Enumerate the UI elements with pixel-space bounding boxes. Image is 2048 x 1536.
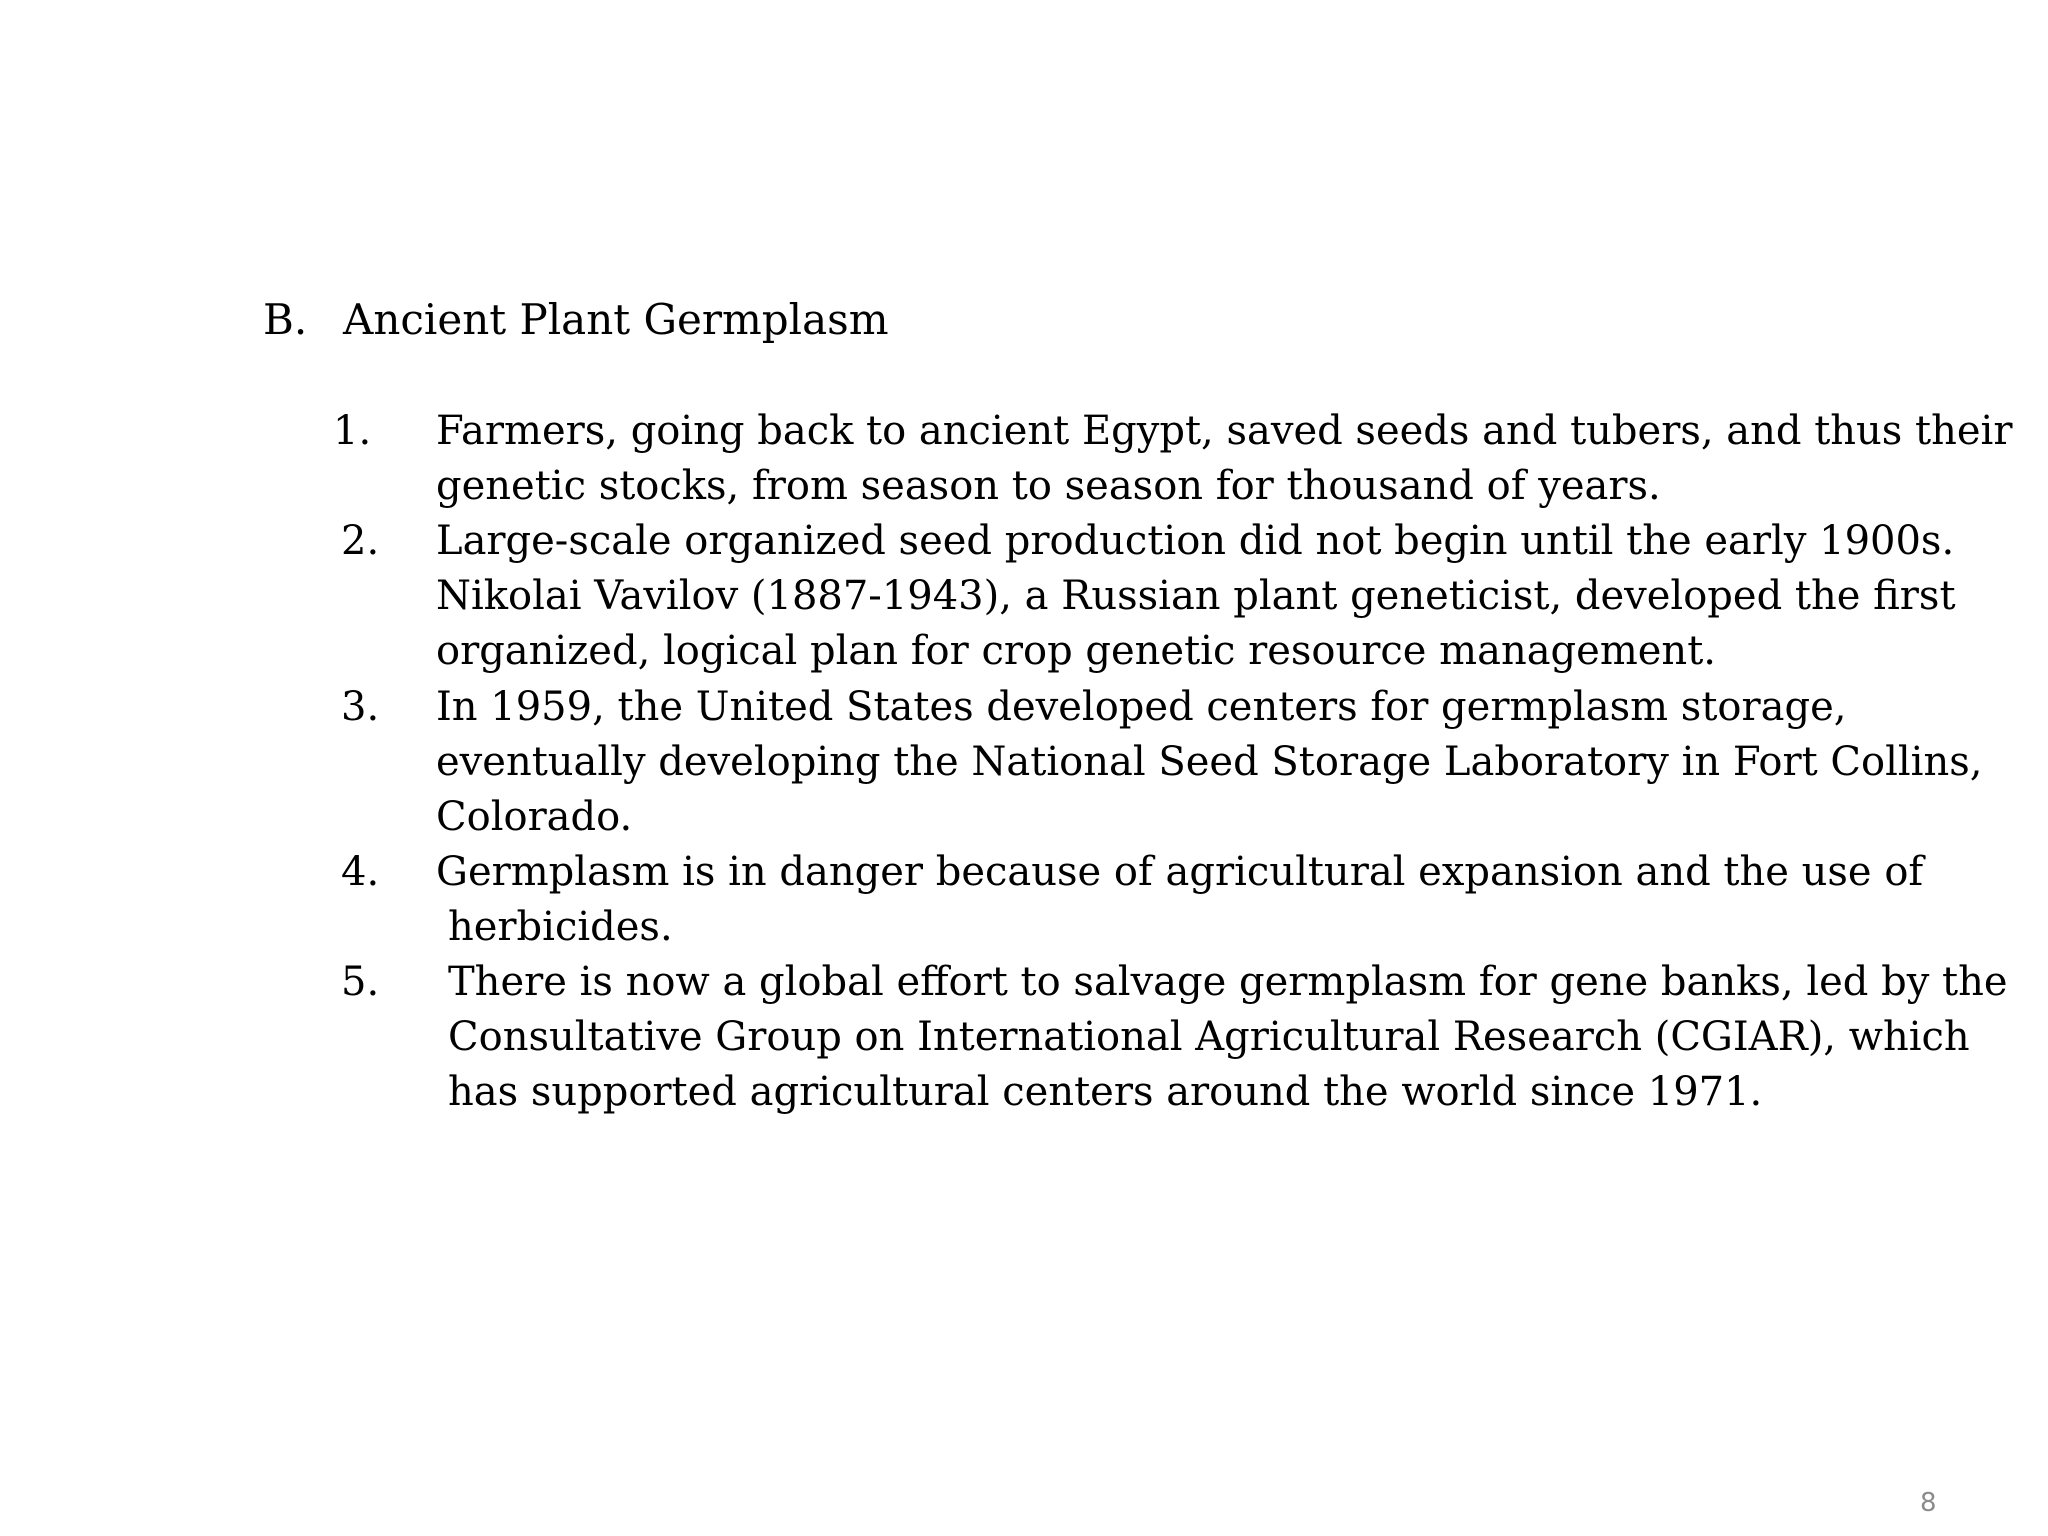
list-item-line: eventually developing the National Seed Storage Laboratory in Fort Collins,: [436, 739, 1983, 785]
section-title: Ancient Plant Germplasm: [343, 295, 889, 344]
list-item-text: [436, 845, 1976, 955]
list-item-number: 4.: [341, 849, 380, 895]
list-item-number: 1.: [333, 408, 372, 454]
list-item-number: 3.: [341, 684, 380, 730]
list-item-line: Colorado.: [436, 794, 633, 840]
list-item-line: has supported agricultural centers around the world since 1971.: [448, 1069, 1763, 1115]
list-item-line: genetic stocks, from season to season for thousand of years.: [436, 463, 1661, 509]
list-item-text: [448, 955, 2018, 1120]
page-number: 8: [1920, 1488, 1937, 1518]
list-item-text: [436, 514, 1986, 679]
list-item-number: 5.: [341, 959, 380, 1005]
list-item-line: Nikolai Vavilov (1887-1943), a Russian plant geneticist, developed the first: [436, 573, 1956, 619]
list-item-line: organized, logical plan for crop genetic resource management.: [436, 628, 1716, 674]
list-item-line: There is now a global effort to salvage germplasm for gene banks, led by the: [448, 959, 2008, 1005]
list-item-text: [436, 404, 2016, 514]
list-item-text: [436, 680, 2011, 845]
list-item-line: Consultative Group on International Agricultural Research (CGIAR), which: [448, 1014, 1970, 1060]
list-item-line: herbicides.: [448, 904, 673, 950]
list-item-line: In 1959, the United States developed centers for germplasm storage,: [436, 684, 1847, 730]
list-item-number: 2.: [341, 518, 380, 564]
list-item-line: Germplasm is in danger because of agricultural expansion and the use of: [436, 849, 1924, 895]
list-item-line: Large-scale organized seed production did not begin until the early 1900s.: [436, 518, 1955, 564]
list-item-line: Farmers, going back to ancient Egypt, saved seeds and tubers, and thus their: [436, 408, 2013, 454]
section-letter: B.: [263, 295, 308, 344]
